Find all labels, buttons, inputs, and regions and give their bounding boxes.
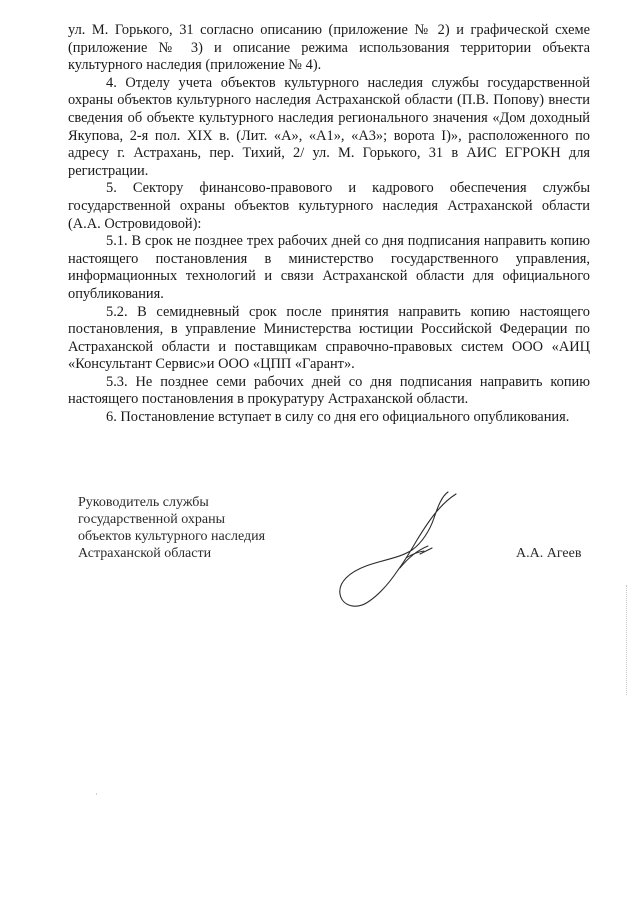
signatory-name: А.А. Агеев xyxy=(516,546,582,561)
document-body xyxy=(68,22,590,427)
signatory-position-line: Астраханской области xyxy=(78,546,212,561)
signatory-position-line: государственной охраны xyxy=(78,512,226,527)
scan-speck xyxy=(96,793,97,795)
paragraph-continuation: ул. М. Горького, 31 согласно описанию (приложение № 2) и графической схеме (приложение № 3) и описание режима использования территории объекта культурного наследия (приложение № 4). xyxy=(68,22,590,74)
paragraph-item-6: 6. Постановление вступает в силу со дня его официального опубликования. xyxy=(106,409,570,426)
signatory-position-line: объектов культурного наследия xyxy=(78,529,266,544)
paragraph-item-4: 4. Отделу учета объектов культурного наследия службы государственной охраны объектов культурного наследия Астраханской области (П.В. Попову) внести сведения об объекте культурного наследия регионального значения «Дом доходный Якупова, 2-я пол. XIX в. (Лит. «А», «А1», «А3»; ворота I)», расположенного по адресу г. Астрахань, пер. Тихий, 2/ ул. М. Горького, 31 в АИС ЕГРОКН для регистрации. xyxy=(68,74,590,179)
paragraph-item-5-3: 5.3. Не позднее семи рабочих дней со дня подписания направить копию настоящего постановления в прокуратуру Астраханской области. xyxy=(68,373,590,408)
signatory-position xyxy=(78,494,338,562)
signatory-position-line: Руководитель службы xyxy=(78,495,209,510)
paragraph-item-5-2: 5.2. В семидневный срок после принятия направить копию настоящего постановления, в управление Министерства юстиции Российской Федерации по Астраханской области и поставщикам справочно-правовых систем ООО «АИЦ «Консультант Сервис»и ООО «ЦПП «Гарант». xyxy=(68,303,590,373)
paragraph-item-5-1: 5.1. В срок не позднее трех рабочих дней со дня подписания направить копию настоящего постановления в министерство государственного управления, информационных технологий и связи Астраханской области для официального опубликования. xyxy=(68,233,590,302)
scan-edge-mark xyxy=(626,585,629,695)
paragraph-item-5: 5. Сектору финансово-правового и кадрового обеспечения службы государственной охраны объектов культурного наследия Астраханской области (А.А. Островидовой): xyxy=(68,180,590,232)
handwritten-signature xyxy=(320,488,470,613)
